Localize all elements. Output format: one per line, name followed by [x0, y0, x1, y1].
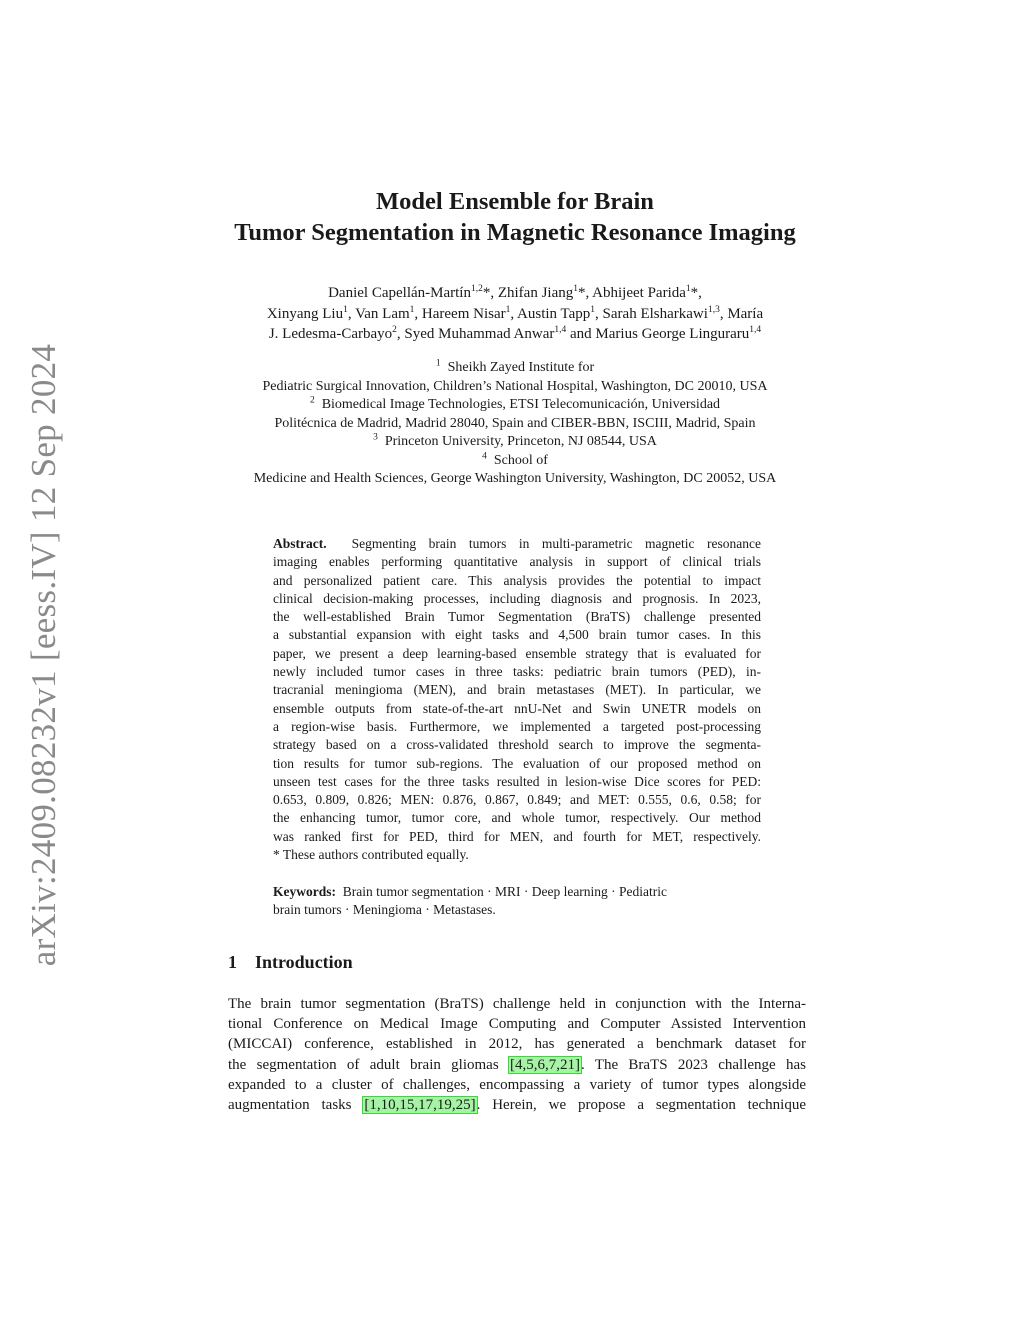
- intro-line: augmentation tasks [1,10,15,17,19,25]. Herein, we propose a segmentation technique: [228, 1097, 806, 1114]
- abstract-line: tion results for tumor sub-regions. The evaluation of our proposed method on: [273, 755, 761, 771]
- section-title: Introduction: [255, 952, 353, 972]
- keywords-line-1: Keywords: Brain tumor segmentation · MRI · Deep learning · Pediatric: [273, 884, 668, 899]
- abstract-line: the enhancing tumor, tumor core, and whole tumor, respectively. Our method: [273, 810, 761, 826]
- abstract-line: 0.653, 0.809, 0.826; MEN: 0.876, 0.867, 0.849; and MET: 0.555, 0.6, 0.58; for: [273, 792, 761, 808]
- author-line-3: J. Ledesma-Carbayo$^2$, Syed Muhammad Anwar$^{1,4}$ and Marius George Linguraru$^{1,4}$: [268, 325, 762, 342]
- affiliation-4-line-2: Medicine and Health Sciences, George Washington University, Washington, DC 20052, USA: [253, 471, 777, 486]
- affiliation-1-line-1: $^1$ Sheikh Zayed Institute for: [435, 358, 595, 375]
- abstract-line: unseen test cases for the three tasks resulted in lesion-wise Dice scores for PED:: [273, 773, 761, 789]
- intro-line: tional Conference on Medical Image Computing and Computer Assisted Intervention: [228, 1016, 806, 1033]
- abstract: [273, 535, 761, 864]
- keywords-heading: Keywords:: [273, 884, 336, 899]
- abstract-line: newly included tumor cases in three tasks: pediatric brain tumors (PED), in-: [273, 664, 761, 680]
- affiliation-1-line-2: Pediatric Surgical Innovation, Children’s National Hospital, Washington, DC 20010, USA: [262, 378, 768, 394]
- abstract-line: clinical decision-making processes, including diagnosis and prognosis. In 2023,: [273, 590, 761, 606]
- affiliation-3-line-1: $^3$ Princeton University, Princeton, NJ 08544, USA: [373, 432, 657, 449]
- abstract-line: a substantial expansion with eight tasks and 4,500 brain tumor cases. In this: [273, 627, 761, 643]
- abstract-line: a region-wise basis. Furthermore, we implemented a targeted post-processing: [273, 718, 761, 734]
- intro-line: The brain tumor segmentation (BraTS) challenge held in conjunction with the Interna-: [228, 996, 806, 1012]
- arxiv-id-text: arXiv:2409.08232v1 [eess.IV] 12 Sep 2024: [24, 343, 63, 967]
- author-list: [180, 283, 850, 345]
- title-line-2: Tumor Segmentation in Magnetic Resonance Imaging: [234, 219, 796, 246]
- section-heading-introduction: [228, 952, 353, 973]
- arxiv-sidebar-stamp: [22, 343, 66, 967]
- citation-link[interactable]: [4,5,6,7,21]: [510, 1056, 580, 1073]
- abstract-line: the well-established Brain Tumor Segmentation (BraTS) challenge presented: [273, 609, 761, 625]
- affiliations: [180, 359, 850, 489]
- intro-line: the segmentation of adult brain gliomas [4,5,6,7,21]. The BraTS 2023 challenge has: [228, 1056, 806, 1073]
- abstract-line: paper, we present a deep learning-based ensemble strategy that is evaluated for: [273, 645, 761, 661]
- paper-title: [160, 186, 870, 248]
- intro-line: (MICCAI) conference, established in 2012, has generated a benchmark dataset for: [228, 1036, 806, 1053]
- author-line-2: Xinyang Liu$^1$, Van Lam$^1$, Hareem Nisar$^1$, Austin Tapp$^1$, Sarah Elsharkawi$^{1,3}$, María: [266, 304, 764, 322]
- abstract-line: imaging enables performing quantitative analysis in support of clinical trials: [273, 554, 761, 570]
- intro-line: expanded to a cluster of challenges, encompassing a variety of tumor types alongside: [228, 1076, 806, 1093]
- keywords-line-2: brain tumors · Meningioma · Metastases.: [273, 902, 496, 918]
- abstract-line: ensemble outputs from state-of-the-art nnU-Net and Swin UNETR models on: [273, 700, 761, 716]
- abstract-line: and personalized patient care. This analysis provides the potential to impact: [273, 572, 761, 588]
- introduction-paragraph: [228, 994, 806, 1115]
- author-line-1: Daniel Capellán-Martín$^{1,2}$*, Zhifan Jiang$^1$*, Abhijeet Parida$^1$*,: [328, 284, 702, 301]
- title-line-1: Model Ensemble for Brain: [376, 188, 654, 215]
- affiliation-2-line-1: $^2$ Biomedical Image Technologies, ETSI Telecomunicación, Universidad: [309, 395, 721, 412]
- affiliation-2-line-2: Politécnica de Madrid, Madrid 28040, Spain and CIBER-BBN, ISCIII, Madrid, Spain: [274, 415, 756, 431]
- abstract-heading: Abstract.: [273, 536, 327, 551]
- abstract-line: Abstract. Segmenting brain tumors in multi-parametric magnetic resonance: [273, 536, 762, 551]
- section-number: 1: [228, 952, 237, 972]
- keywords: [273, 883, 761, 920]
- citation-link[interactable]: [1,10,15,17,19,25]: [364, 1097, 476, 1114]
- affiliation-4-line-1: $^4$ School of: [482, 450, 548, 468]
- abstract-footnote: * These authors contributed equally.: [273, 847, 469, 863]
- abstract-line: was ranked first for PED, third for MEN, and fourth for MET, respectively.: [273, 828, 761, 844]
- abstract-line: tracranial meningioma (MEN), and brain metastases (MET). In particular, we: [273, 682, 761, 698]
- abstract-line: strategy based on a cross-validated threshold search to improve the segmenta-: [273, 737, 761, 753]
